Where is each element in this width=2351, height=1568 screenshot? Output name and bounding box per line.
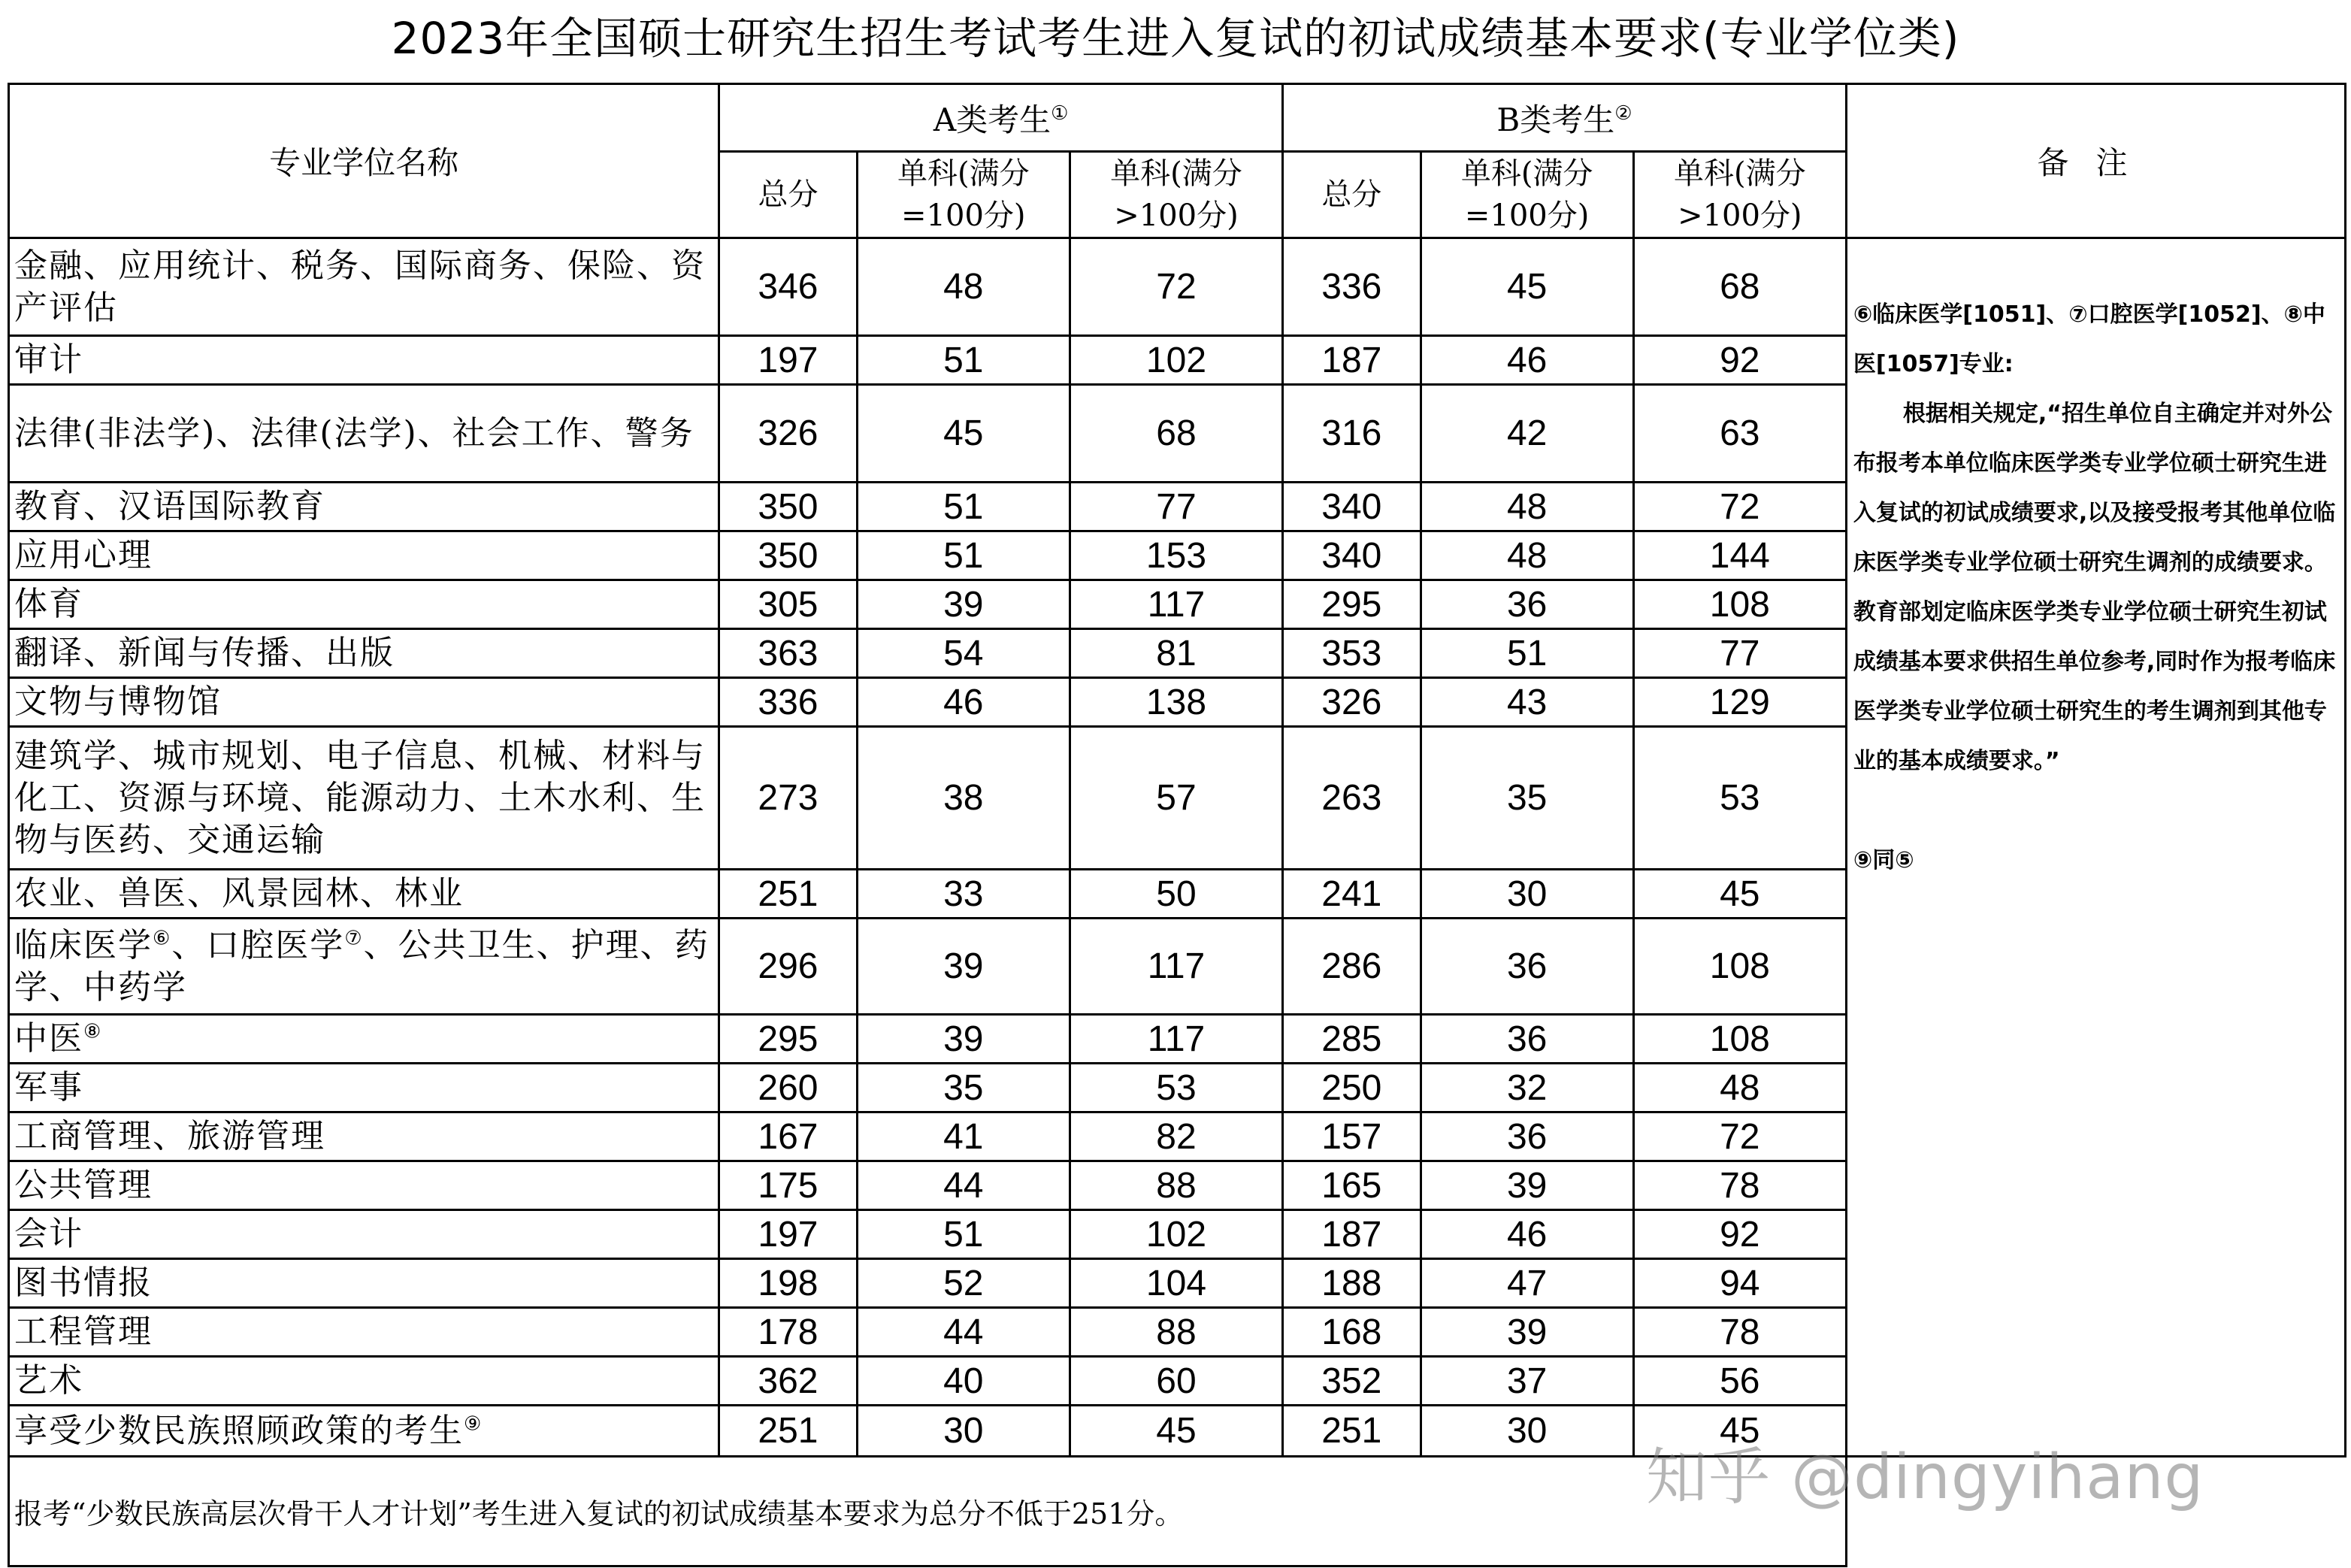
row-a-single-100: 44 <box>857 1308 1070 1357</box>
header-b-single-gt100-l1: 单科(满分 <box>1674 156 1806 191</box>
header-a-single-gt100-l2: >100分) <box>1114 198 1239 233</box>
header-group-b <box>1283 84 1847 152</box>
row-major-name <box>9 1015 719 1064</box>
row-a-single-gt100: 77 <box>1070 483 1282 531</box>
header-remarks-label: 备注 <box>2037 144 2155 181</box>
row-major-name-part: 中医 <box>14 1019 83 1058</box>
row-b-single-100: 30 <box>1421 870 1633 919</box>
row-a-single-100: 51 <box>857 336 1070 385</box>
row-major-name: 文物与博物馆 <box>9 678 719 727</box>
row-b-total: 316 <box>1283 385 1421 483</box>
row-b-single-100: 46 <box>1421 336 1633 385</box>
row-major-name: 金融、应用统计、税务、国际商务、保险、资产评估 <box>9 238 719 336</box>
row-a-single-gt100: 102 <box>1070 336 1282 385</box>
header-group-a <box>719 84 1283 152</box>
row-a-single-gt100: 60 <box>1070 1357 1282 1406</box>
row-a-single-100: 54 <box>857 629 1070 678</box>
row-a-single-gt100: 45 <box>1070 1406 1282 1457</box>
row-major-name-mark: ⑨ <box>464 1412 483 1435</box>
row-major-name: 军事 <box>9 1064 719 1112</box>
row-b-single-100: 37 <box>1421 1357 1633 1406</box>
row-major-name: 工商管理、旅游管理 <box>9 1112 719 1161</box>
row-b-total: 241 <box>1283 870 1421 919</box>
header-a-total: 总分 <box>719 152 857 238</box>
row-b-total: 340 <box>1283 483 1421 531</box>
row-b-single-100: 36 <box>1421 580 1633 629</box>
row-b-single-100: 48 <box>1421 531 1633 580</box>
row-b-single-100: 42 <box>1421 385 1633 483</box>
row-b-single-100: 48 <box>1421 483 1633 531</box>
row-b-single-gt100: 45 <box>1633 870 1846 919</box>
row-major-name-mark: ⑧ <box>83 1020 103 1043</box>
row-a-single-gt100: 117 <box>1070 1015 1282 1064</box>
header-group-b-label: B类考生 <box>1496 101 1615 138</box>
row-major-name: 审计 <box>9 336 719 385</box>
row-major-name-part: 享受少数民族照顾政策的考生 <box>14 1411 464 1450</box>
row-b-total: 157 <box>1283 1112 1421 1161</box>
row-a-single-gt100: 88 <box>1070 1308 1282 1357</box>
header-a-single-gt100-l1: 单科(满分 <box>1110 156 1242 191</box>
row-b-single-gt100: 63 <box>1633 385 1846 483</box>
row-b-single-100: 36 <box>1421 1015 1633 1064</box>
header-major-name: 专业学位名称 <box>9 84 719 238</box>
row-a-total: 198 <box>719 1259 857 1308</box>
header-remarks <box>1846 84 2345 238</box>
row-a-single-100: 39 <box>857 580 1070 629</box>
row-a-total: 167 <box>719 1112 857 1161</box>
header-group-a-label: A类考生 <box>933 101 1051 138</box>
row-b-single-gt100: 56 <box>1633 1357 1846 1406</box>
row-b-single-gt100: 72 <box>1633 1112 1846 1161</box>
row-b-single-gt100: 45 <box>1633 1406 1846 1457</box>
row-a-single-gt100: 117 <box>1070 580 1282 629</box>
row-b-single-100: 51 <box>1421 629 1633 678</box>
row-b-total: 250 <box>1283 1064 1421 1112</box>
header-b-single-100-l1: 单科(满分 <box>1460 156 1593 191</box>
row-b-total: 353 <box>1283 629 1421 678</box>
row-a-total: 197 <box>719 336 857 385</box>
row-a-single-100: 35 <box>857 1064 1070 1112</box>
row-b-single-100: 43 <box>1421 678 1633 727</box>
row-a-total: 273 <box>719 727 857 870</box>
row-a-total: 175 <box>719 1161 857 1210</box>
row-a-single-100: 30 <box>857 1406 1070 1457</box>
row-major-name: 会计 <box>9 1210 719 1259</box>
row-b-single-gt100: 92 <box>1633 336 1846 385</box>
header-b-single-100 <box>1421 152 1633 238</box>
row-a-single-gt100: 117 <box>1070 919 1282 1015</box>
remarks-line-last: ⑨同⑤ <box>1853 847 1914 873</box>
row-major-name: 翻译、新闻与传播、出版 <box>9 629 719 678</box>
header-group-b-mark: ② <box>1614 101 1632 125</box>
score-table <box>8 83 2346 1567</box>
row-a-total: 296 <box>719 919 857 1015</box>
row-b-total: 352 <box>1283 1357 1421 1406</box>
row-a-single-100: 38 <box>857 727 1070 870</box>
row-b-single-100: 45 <box>1421 238 1633 336</box>
row-major-name: 教育、汉语国际教育 <box>9 483 719 531</box>
row-major-name: 建筑学、城市规划、电子信息、机械、材料与化工、资源与环境、能源动力、土木水利、生物与医药、交通运输 <box>9 727 719 870</box>
row-a-total: 295 <box>719 1015 857 1064</box>
row-b-single-gt100: 78 <box>1633 1161 1846 1210</box>
row-a-single-gt100: 53 <box>1070 1064 1282 1112</box>
header-a-single-100-l2: =100分) <box>901 198 1026 233</box>
row-b-single-gt100: 108 <box>1633 919 1846 1015</box>
row-b-total: 187 <box>1283 336 1421 385</box>
row-b-total: 187 <box>1283 1210 1421 1259</box>
row-a-single-100: 51 <box>857 483 1070 531</box>
remarks-line-first: ⑥临床医学[1051]、⑦口腔医学[1052]、⑧中医[1057]专业: <box>1853 301 2325 377</box>
row-a-total: 197 <box>719 1210 857 1259</box>
row-a-single-100: 33 <box>857 870 1070 919</box>
row-b-single-gt100: 144 <box>1633 531 1846 580</box>
header-a-single-gt100 <box>1070 152 1282 238</box>
row-a-total: 350 <box>719 531 857 580</box>
row-b-total: 251 <box>1283 1406 1421 1457</box>
row-a-single-gt100: 88 <box>1070 1161 1282 1210</box>
row-b-single-gt100: 94 <box>1633 1259 1846 1308</box>
row-b-single-100: 32 <box>1421 1064 1633 1112</box>
row-a-total: 362 <box>719 1357 857 1406</box>
header-b-single-100-l2: =100分) <box>1464 198 1590 233</box>
row-b-total: 285 <box>1283 1015 1421 1064</box>
row-b-single-gt100: 48 <box>1633 1064 1846 1112</box>
header-b-total: 总分 <box>1283 152 1421 238</box>
row-b-single-100: 39 <box>1421 1308 1633 1357</box>
row-major-name: 应用心理 <box>9 531 719 580</box>
row-b-single-100: 36 <box>1421 919 1633 1015</box>
row-b-total: 168 <box>1283 1308 1421 1357</box>
row-a-single-100: 41 <box>857 1112 1070 1161</box>
page-title: 2023年全国硕士研究生招生考试考生进入复试的初试成绩基本要求(专业学位类) <box>391 13 1960 64</box>
row-major-name-mark: ⑦ <box>344 926 364 949</box>
row-major-name: 农业、兽医、风景园林、林业 <box>9 870 719 919</box>
row-a-total: 346 <box>719 238 857 336</box>
row-major-name: 法律(非法学)、法律(法学)、社会工作、警务 <box>9 385 719 483</box>
row-b-total: 188 <box>1283 1259 1421 1308</box>
header-a-single-100 <box>857 152 1070 238</box>
row-b-single-gt100: 78 <box>1633 1308 1846 1357</box>
row-major-name-part: 、口腔医学 <box>171 925 345 964</box>
row-a-total: 363 <box>719 629 857 678</box>
row-b-total: 165 <box>1283 1161 1421 1210</box>
row-a-single-100: 52 <box>857 1259 1070 1308</box>
row-b-single-gt100: 77 <box>1633 629 1846 678</box>
row-b-single-gt100: 72 <box>1633 483 1846 531</box>
row-a-total: 251 <box>719 870 857 919</box>
header-b-single-gt100 <box>1633 152 1846 238</box>
row-a-single-100: 45 <box>857 385 1070 483</box>
row-b-single-gt100: 108 <box>1633 1015 1846 1064</box>
row-b-total: 286 <box>1283 919 1421 1015</box>
row-b-single-gt100: 108 <box>1633 580 1846 629</box>
row-a-single-100: 40 <box>857 1357 1070 1406</box>
header-b-single-gt100-l2: >100分) <box>1678 198 1802 233</box>
row-b-total: 326 <box>1283 678 1421 727</box>
row-major-name-part: 、公共卫生、护理、药学、中药学 <box>14 925 710 1006</box>
row-a-single-100: 46 <box>857 678 1070 727</box>
row-major-name: 公共管理 <box>9 1161 719 1210</box>
row-a-single-100: 44 <box>857 1161 1070 1210</box>
row-a-single-gt100: 57 <box>1070 727 1282 870</box>
row-a-single-100: 51 <box>857 531 1070 580</box>
row-major-name <box>9 919 719 1015</box>
row-a-single-gt100: 82 <box>1070 1112 1282 1161</box>
header-a-single-100-l1: 单科(满分 <box>897 156 1030 191</box>
row-a-total: 260 <box>719 1064 857 1112</box>
row-major-name: 体育 <box>9 580 719 629</box>
row-a-single-100: 39 <box>857 1015 1070 1064</box>
row-a-single-gt100: 104 <box>1070 1259 1282 1308</box>
footnote: 报考“少数民族高层次骨干人才计划”考生进入复试的初试成绩基本要求为总分不低于251分。 <box>9 1457 1847 1566</box>
row-a-total: 305 <box>719 580 857 629</box>
row-b-single-gt100: 68 <box>1633 238 1846 336</box>
row-b-total: 295 <box>1283 580 1421 629</box>
row-a-single-100: 48 <box>857 238 1070 336</box>
row-b-single-gt100: 92 <box>1633 1210 1846 1259</box>
row-b-total: 263 <box>1283 727 1421 870</box>
remarks-cell <box>1846 238 2345 1457</box>
row-major-name: 工程管理 <box>9 1308 719 1357</box>
row-a-single-gt100: 102 <box>1070 1210 1282 1259</box>
row-b-single-100: 36 <box>1421 1112 1633 1161</box>
row-b-total: 336 <box>1283 238 1421 336</box>
row-b-single-100: 46 <box>1421 1210 1633 1259</box>
row-a-single-gt100: 50 <box>1070 870 1282 919</box>
remarks-body: 根据相关规定,“招生单位自主确定并对外公布报考本单位临床医学类专业学位硕士研究生进入复试的初试成绩要求,以及接受报考其他单位临床医学类专业学位硕士研究生调剂的成绩要求。教育部划定临床医学类专业学位硕士研究生初试成绩基本要求供招生单位参考,同时作为报考临床医学类专业学位硕士研究生的考生调剂到其他专业的基本成绩要求。” <box>1853 401 2336 774</box>
row-major-name-mark: ⑥ <box>153 926 172 949</box>
row-a-single-gt100: 138 <box>1070 678 1282 727</box>
watermark: 知乎 @dingyihang <box>1646 1442 2204 1513</box>
row-a-total: 251 <box>719 1406 857 1457</box>
row-major-name: 图书情报 <box>9 1259 719 1308</box>
row-a-single-gt100: 153 <box>1070 531 1282 580</box>
row-b-total: 340 <box>1283 531 1421 580</box>
row-major-name-part: 临床医学 <box>14 925 153 964</box>
row-major-name <box>9 1406 719 1457</box>
row-a-single-100: 39 <box>857 919 1070 1015</box>
row-a-total: 336 <box>719 678 857 727</box>
row-a-single-gt100: 68 <box>1070 385 1282 483</box>
row-a-total: 350 <box>719 483 857 531</box>
row-major-name: 艺术 <box>9 1357 719 1406</box>
row-b-single-100: 30 <box>1421 1406 1633 1457</box>
row-b-single-gt100: 129 <box>1633 678 1846 727</box>
header-group-a-mark: ① <box>1051 101 1069 125</box>
row-b-single-100: 35 <box>1421 727 1633 870</box>
row-a-total: 326 <box>719 385 857 483</box>
row-a-single-gt100: 72 <box>1070 238 1282 336</box>
row-b-single-100: 39 <box>1421 1161 1633 1210</box>
row-b-single-gt100: 53 <box>1633 727 1846 870</box>
row-b-single-100: 47 <box>1421 1259 1633 1308</box>
row-a-single-gt100: 81 <box>1070 629 1282 678</box>
row-a-total: 178 <box>719 1308 857 1357</box>
row-a-single-100: 51 <box>857 1210 1070 1259</box>
